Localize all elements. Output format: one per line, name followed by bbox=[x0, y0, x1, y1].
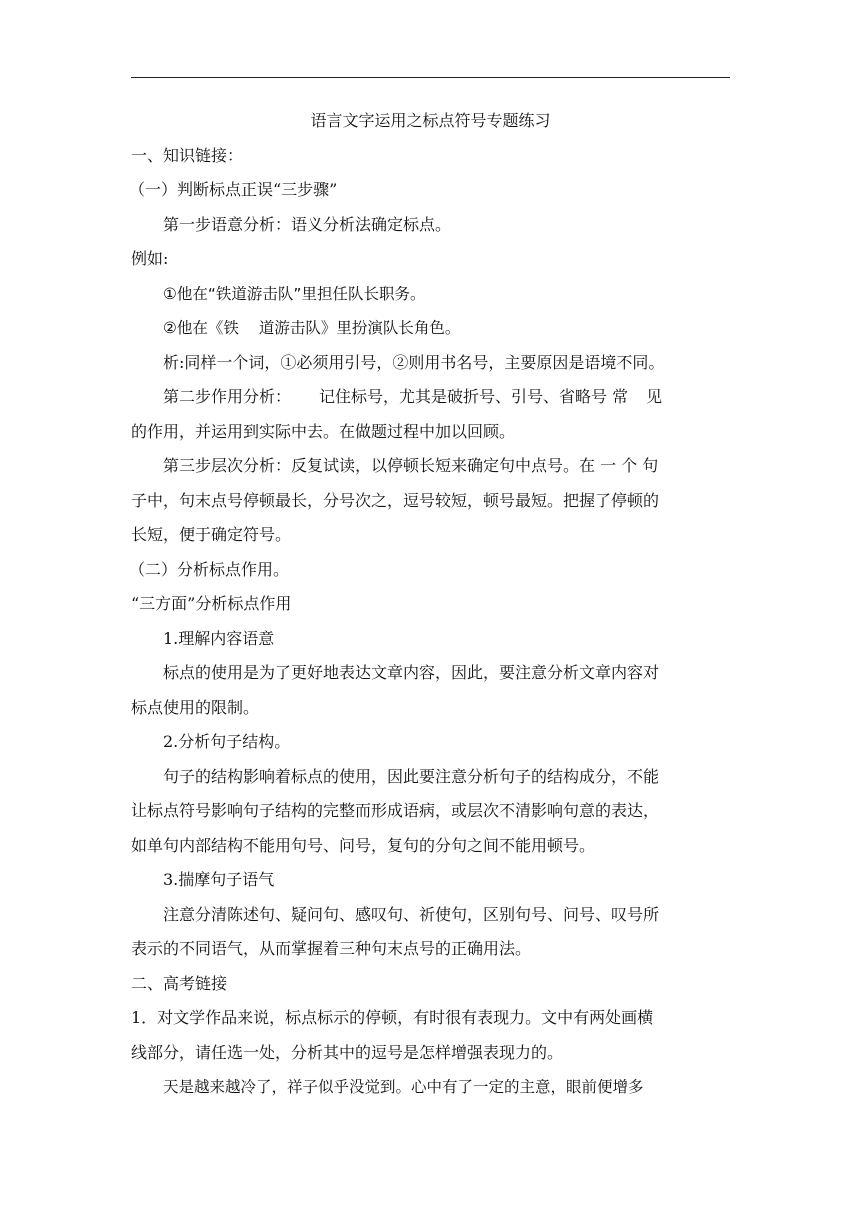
document-title: 语言文字运用之标点符号专题练习 bbox=[310, 111, 551, 130]
paragraph-step-3-line-3: 长短，便于确定符号。 bbox=[131, 525, 292, 544]
subsection-heading-three-steps: （一）判断标点正误“三步骤” bbox=[129, 180, 338, 199]
item-3-title: 3.揣摩句子语气 bbox=[163, 870, 275, 889]
example-sentence-1: ①他在“铁道游击队”里担任队长职务。 bbox=[163, 284, 426, 303]
subsection-heading-function: （二）分析标点作用。 bbox=[129, 559, 290, 579]
document-body bbox=[131, 104, 730, 1105]
step-2-text-end: 见 bbox=[646, 387, 663, 406]
section-heading-knowledge: 一、知识链接： bbox=[131, 145, 244, 165]
item-2-line-3: 如单句内部结构不能用句号、问号，复句的分句之间不能用顿号。 bbox=[131, 835, 596, 855]
question-1-line-1: 1．对文学作品来说，标点标示的停顿，有时很有表现力。文中有两处画横 bbox=[131, 1008, 654, 1027]
paragraph-step-1: 第一步语意分析：语义分析法确定标点。 bbox=[163, 214, 452, 234]
paragraph-step-2-line-2: 的作用，并运用到实际中去。在做题过程中加以回顾。 bbox=[131, 421, 516, 441]
step-2-text: 记住标号，尤其是破折号、引号、省略号 常 bbox=[319, 387, 629, 406]
example-sentence-2-part1: ②他在《铁 bbox=[163, 319, 239, 337]
example-sentence-2-part2: 道游击队》里扮演队长角色。 bbox=[258, 319, 461, 337]
example-sentence-2 bbox=[131, 311, 730, 346]
item-3-line-2: 表示的不同语气，从而掌握着三种句末点号的正确用法。 bbox=[131, 939, 532, 958]
item-3-line-1: 注意分清陈述句、疑问句、感叹句、祈使句，区别句号、问号、叹号所 bbox=[163, 904, 660, 924]
three-aspects-heading: “三方面”分析标点作用 bbox=[131, 594, 292, 613]
item-2-line-1: 句子的结构影响着标点的使用，因此要注意分析句子的结构成分，不能 bbox=[163, 766, 660, 786]
item-2-title: 2.分析句子结构。 bbox=[163, 732, 291, 751]
item-1-line-2: 标点使用的限制。 bbox=[131, 697, 260, 717]
paragraph-analysis: 析:同样一个词，①必须用引号，②则用书名号，主要原因是语境不同。 bbox=[163, 352, 665, 372]
paragraph-step-2-line-1 bbox=[131, 380, 730, 415]
item-2-line-2: 让标点符号影响句子结构的完整而形成语病，或层次不清影响句意的表达， bbox=[131, 801, 660, 820]
item-1-line-1: 标点的使用是为了更好地表达文章内容，因此，要注意分析文章内容对 bbox=[163, 663, 660, 682]
question-1-line-2: 线部分，请任选一处，分析其中的逗号是怎样增强表现力的。 bbox=[131, 1042, 564, 1062]
paragraph-step-3-line-1: 第三步层次分析：反复试读，以停顿长短来确定句中点号。在 一 个 句 bbox=[163, 456, 659, 475]
item-1-title: 1.理解内容语意 bbox=[163, 628, 275, 648]
example-label: 例如: bbox=[131, 249, 169, 268]
paragraph-step-3-line-2: 子中，句末点号停顿最长，分号次之，逗号较短，顿号最短。把握了停顿的 bbox=[131, 490, 660, 510]
header-rule bbox=[131, 77, 730, 78]
step-2-label: 第二步作用分析： bbox=[163, 387, 292, 406]
passage-line-1: 天是越来越冷了，祥子似乎没觉到。心中有了一定的主意，眼前便增多 bbox=[163, 1078, 644, 1096]
section-heading-exam: 二、高考链接 bbox=[131, 973, 228, 993]
